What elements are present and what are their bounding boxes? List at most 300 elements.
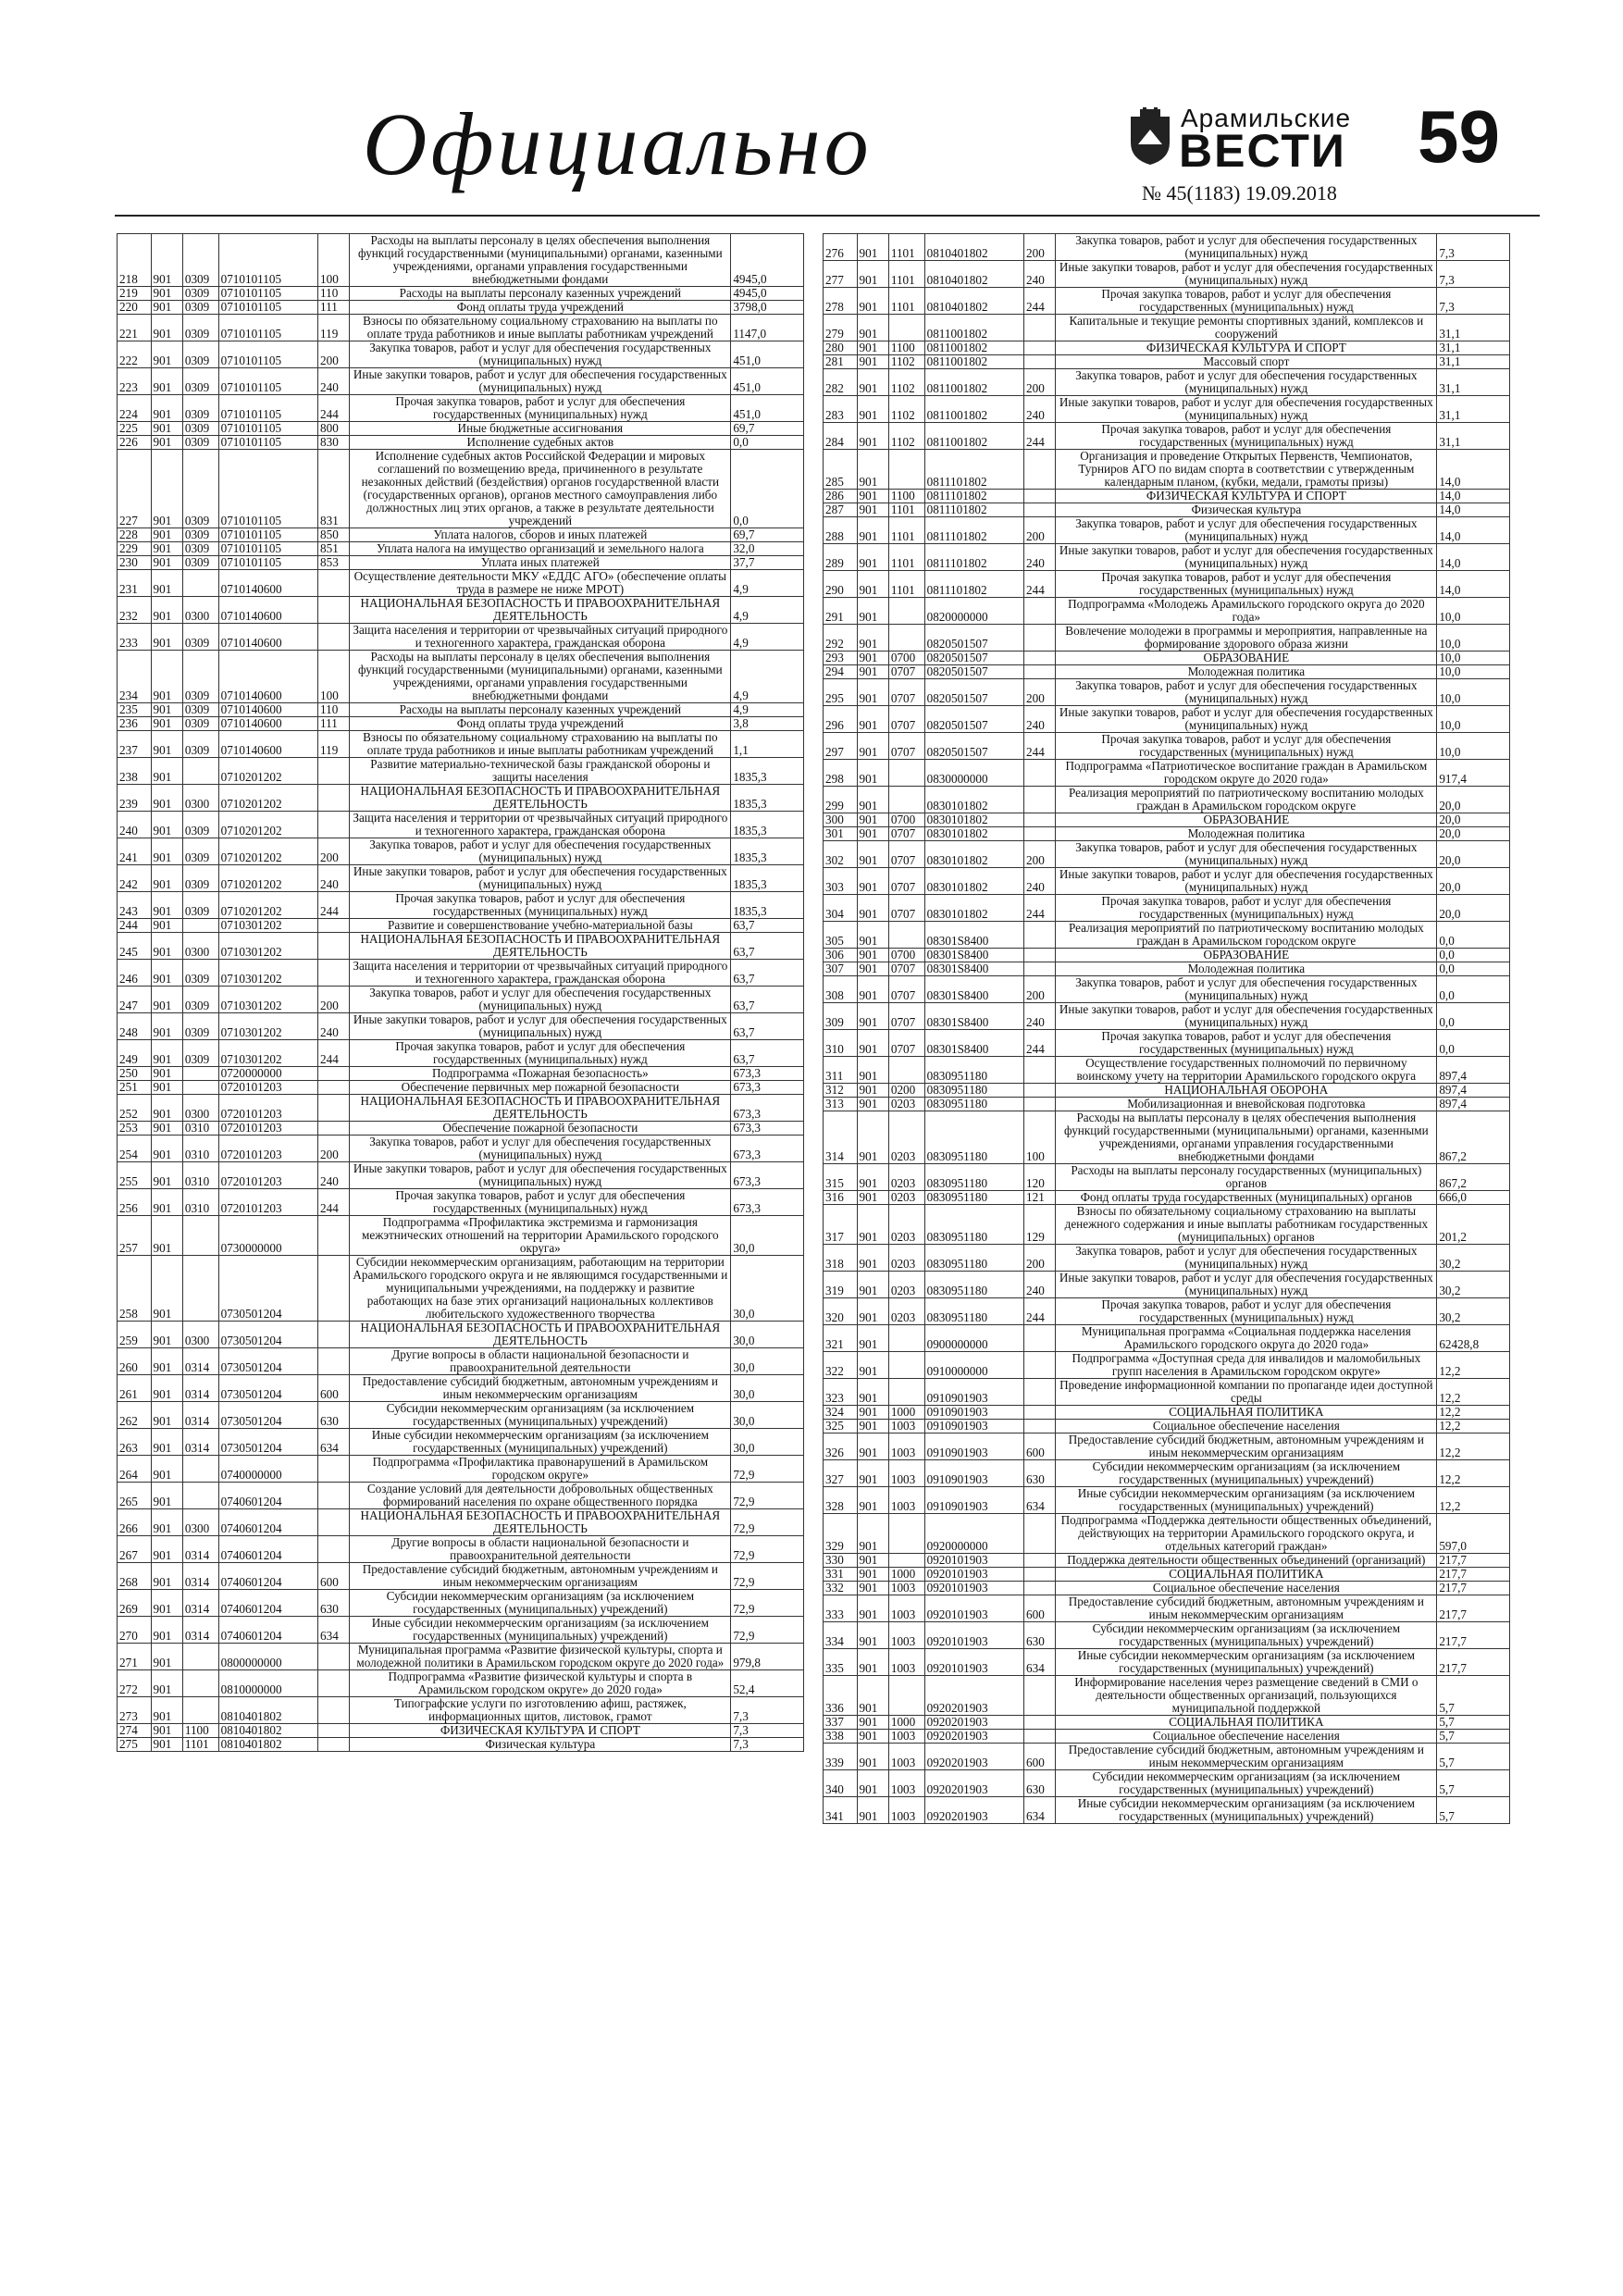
section-code-cell: 1003 xyxy=(888,1487,924,1514)
section-code-cell: 1102 xyxy=(888,355,924,369)
target-code-cell: 0710301202 xyxy=(218,1013,317,1040)
row-number-cell: 246 xyxy=(118,960,152,987)
expense-type-cell xyxy=(318,1081,350,1095)
expense-type-cell xyxy=(1024,1379,1056,1406)
row-number-cell: 233 xyxy=(118,624,152,651)
table-row xyxy=(824,517,1510,544)
description-cell: НАЦИОНАЛЬНАЯ БЕЗОПАСНОСТЬ И ПРАВООХРАНИТЕЛЬНАЯ ДЕЯТЕЛЬНОСТЬ xyxy=(350,597,731,624)
row-number-cell: 341 xyxy=(824,1797,858,1824)
amount-cell: 30,0 xyxy=(731,1216,804,1256)
admin-code-cell: 901 xyxy=(857,1245,888,1272)
section-code-cell: 0203 xyxy=(888,1111,924,1164)
table-row xyxy=(824,1554,1510,1568)
expense-type-cell xyxy=(1024,355,1056,369)
description-cell: Субсидии некоммерческим организациям (за исключением государственных (муниципальных) учреждений) xyxy=(350,1590,731,1617)
target-code-cell: 0710301202 xyxy=(218,933,317,960)
description-cell: Иные закупки товаров, работ и услуг для обеспечения государственных (муниципальных) нужд xyxy=(1056,1003,1437,1030)
expense-type-cell xyxy=(1024,450,1056,490)
admin-code-cell: 901 xyxy=(857,1744,888,1770)
target-code-cell: 0830951180 xyxy=(924,1098,1023,1111)
section-code-cell: 1100 xyxy=(888,490,924,503)
section-code-cell: 0203 xyxy=(888,1245,924,1272)
description-cell: Физическая культура xyxy=(1056,503,1437,517)
expense-type-cell: 600 xyxy=(1024,1744,1056,1770)
section-code-cell xyxy=(888,1514,924,1554)
target-code-cell: 0740601204 xyxy=(218,1509,317,1536)
table-row xyxy=(824,1770,1510,1797)
admin-code-cell: 901 xyxy=(151,1322,182,1348)
admin-code-cell: 901 xyxy=(857,1716,888,1730)
section-code-cell xyxy=(888,1379,924,1406)
section-code-cell: 0707 xyxy=(888,665,924,679)
table-row xyxy=(824,1622,1510,1649)
description-cell: Иные субсидии некоммерческим организациям (за исключением государственных (муниципальных) учреждений) xyxy=(350,1617,731,1644)
row-number-cell: 266 xyxy=(118,1509,152,1536)
table-row xyxy=(118,556,804,570)
target-code-cell: 0810000000 xyxy=(218,1670,317,1697)
table-row xyxy=(824,503,1510,517)
target-code-cell: 0830000000 xyxy=(924,760,1023,787)
table-row xyxy=(824,625,1510,652)
expense-type-cell: 200 xyxy=(1024,679,1056,706)
description-cell: Обеспечение первичных мер пожарной безопасности xyxy=(350,1081,731,1095)
section-code-cell xyxy=(182,1216,218,1256)
table-row xyxy=(118,597,804,624)
target-code-cell: 0710140600 xyxy=(218,570,317,597)
admin-code-cell: 901 xyxy=(151,865,182,892)
admin-code-cell: 901 xyxy=(151,436,182,450)
section-code-cell: 0300 xyxy=(182,1095,218,1122)
admin-code-cell: 901 xyxy=(857,922,888,949)
description-cell: Исполнение судебных актов xyxy=(350,436,731,450)
section-code-cell xyxy=(888,1325,924,1352)
description-cell: Прочая закупка товаров, работ и услуг для обеспечения государственных (муниципальных) нужд xyxy=(350,1189,731,1216)
description-cell: Муниципальная программа «Социальная поддержка населения Арамильского городского округа до 2020 года» xyxy=(1056,1325,1437,1352)
description-cell: Социальное обеспечение населения xyxy=(1056,1730,1437,1744)
target-code-cell: 0811101802 xyxy=(924,544,1023,571)
admin-code-cell: 901 xyxy=(151,1617,182,1644)
amount-cell: 63,7 xyxy=(731,919,804,933)
admin-code-cell: 901 xyxy=(857,1084,888,1098)
row-number-cell: 322 xyxy=(824,1352,858,1379)
section-code-cell: 1003 xyxy=(888,1797,924,1824)
target-code-cell: 0920101903 xyxy=(924,1554,1023,1568)
table-row xyxy=(118,717,804,731)
amount-cell: 72,9 xyxy=(731,1536,804,1563)
expense-type-cell: 200 xyxy=(1024,369,1056,396)
expense-type-cell: 244 xyxy=(1024,895,1056,922)
section-code-cell: 0203 xyxy=(888,1164,924,1191)
expense-type-cell: 200 xyxy=(318,1136,350,1162)
admin-code-cell: 901 xyxy=(151,315,182,341)
row-number-cell: 316 xyxy=(824,1191,858,1205)
section-code-cell: 0300 xyxy=(182,1509,218,1536)
description-cell: НАЦИОНАЛЬНАЯ БЕЗОПАСНОСТЬ И ПРАВООХРАНИТЕЛЬНАЯ ДЕЯТЕЛЬНОСТЬ xyxy=(350,1322,731,1348)
row-number-cell: 251 xyxy=(118,1081,152,1095)
target-code-cell: 08301S8400 xyxy=(924,1030,1023,1057)
section-code-cell xyxy=(182,1670,218,1697)
description-cell: ФИЗИЧЕСКАЯ КУЛЬТУРА И СПОРТ xyxy=(350,1724,731,1738)
admin-code-cell: 901 xyxy=(857,1433,888,1460)
description-cell: Прочая закупка товаров, работ и услуг для обеспечения государственных (муниципальных) нужд xyxy=(1056,571,1437,598)
description-cell: ФИЗИЧЕСКАЯ КУЛЬТУРА И СПОРТ xyxy=(1056,341,1437,355)
section-code-cell: 0700 xyxy=(888,813,924,827)
amount-cell: 31,1 xyxy=(1437,396,1510,423)
table-row xyxy=(118,287,804,301)
expense-type-cell: 200 xyxy=(1024,517,1056,544)
target-code-cell: 0811001802 xyxy=(924,423,1023,450)
row-number-cell: 258 xyxy=(118,1256,152,1322)
row-number-cell: 261 xyxy=(118,1375,152,1402)
table-row xyxy=(118,1122,804,1136)
admin-code-cell: 901 xyxy=(857,962,888,976)
admin-code-cell: 901 xyxy=(151,301,182,315)
target-code-cell: 0820501507 xyxy=(924,706,1023,733)
description-cell: Подпрограмма «Патриотическое воспитание граждан в Арамильском городском округе до 2020 года» xyxy=(1056,760,1437,787)
expense-type-cell: 630 xyxy=(318,1590,350,1617)
expense-type-cell: 240 xyxy=(1024,706,1056,733)
amount-cell: 31,1 xyxy=(1437,423,1510,450)
expense-type-cell: 110 xyxy=(318,287,350,301)
table-row xyxy=(118,1256,804,1322)
section-code-cell: 0314 xyxy=(182,1375,218,1402)
logo-line-2: ВЕСТИ xyxy=(1179,125,1346,177)
amount-cell: 52,4 xyxy=(731,1670,804,1697)
expense-type-cell xyxy=(1024,1084,1056,1098)
description-cell: Предоставление субсидий бюджетным, автономным учреждениям и иным некоммерческим организациям xyxy=(350,1375,731,1402)
section-code-cell: 1102 xyxy=(888,369,924,396)
amount-cell: 5,7 xyxy=(1437,1744,1510,1770)
target-code-cell: 0820000000 xyxy=(924,598,1023,625)
description-cell: Иные закупки товаров, работ и услуг для обеспечения государственных (муниципальных) нужд xyxy=(1056,706,1437,733)
amount-cell: 0,0 xyxy=(1437,922,1510,949)
table-row xyxy=(824,423,1510,450)
admin-code-cell: 901 xyxy=(151,1483,182,1509)
admin-code-cell: 901 xyxy=(151,838,182,865)
expense-type-cell xyxy=(318,1724,350,1738)
section-code-cell: 0314 xyxy=(182,1536,218,1563)
amount-cell: 72,9 xyxy=(731,1590,804,1617)
amount-cell: 63,7 xyxy=(731,1040,804,1067)
target-code-cell: 08301S8400 xyxy=(924,949,1023,962)
admin-code-cell: 901 xyxy=(857,1595,888,1622)
table-row xyxy=(824,787,1510,813)
admin-code-cell: 901 xyxy=(857,706,888,733)
description-cell: Уплата налогов, сборов и иных платежей xyxy=(350,528,731,542)
section-code-cell: 0300 xyxy=(182,597,218,624)
description-cell: Иные субсидии некоммерческим организациям (за исключением государственных (муниципальных) учреждений) xyxy=(1056,1487,1437,1514)
expense-type-cell: 600 xyxy=(1024,1433,1056,1460)
description-cell: ОБРАЗОВАНИЕ xyxy=(1056,813,1437,827)
expense-type-cell: 200 xyxy=(318,838,350,865)
amount-cell: 30,2 xyxy=(1437,1272,1510,1298)
section-code-cell: 0707 xyxy=(888,976,924,1003)
description-cell: ОБРАЗОВАНИЕ xyxy=(1056,652,1437,665)
row-number-cell: 302 xyxy=(824,841,858,868)
target-code-cell: 0830101802 xyxy=(924,813,1023,827)
target-code-cell: 0720101203 xyxy=(218,1136,317,1162)
admin-code-cell: 901 xyxy=(151,422,182,436)
amount-cell: 63,7 xyxy=(731,1013,804,1040)
expense-type-cell: 600 xyxy=(318,1375,350,1402)
section-code-cell: 1000 xyxy=(888,1716,924,1730)
expense-type-cell: 244 xyxy=(1024,1030,1056,1057)
admin-code-cell: 901 xyxy=(857,1325,888,1352)
expense-type-cell xyxy=(318,1067,350,1081)
target-code-cell: 0740601204 xyxy=(218,1563,317,1590)
expense-type-cell xyxy=(1024,827,1056,841)
row-number-cell: 286 xyxy=(824,490,858,503)
row-number-cell: 280 xyxy=(824,341,858,355)
admin-code-cell: 901 xyxy=(857,665,888,679)
expense-type-cell xyxy=(318,624,350,651)
admin-code-cell: 901 xyxy=(857,1676,888,1716)
admin-code-cell: 901 xyxy=(857,1352,888,1379)
amount-cell: 4945,0 xyxy=(731,234,804,287)
section-code-cell: 0707 xyxy=(888,962,924,976)
admin-code-cell: 901 xyxy=(151,450,182,528)
section-code-cell: 0310 xyxy=(182,1162,218,1189)
row-number-cell: 323 xyxy=(824,1379,858,1406)
table-row xyxy=(824,315,1510,341)
section-code-cell: 0309 xyxy=(182,287,218,301)
target-code-cell: 0910901903 xyxy=(924,1406,1023,1420)
target-code-cell: 0710201202 xyxy=(218,865,317,892)
admin-code-cell: 901 xyxy=(857,1649,888,1676)
section-code-cell: 1100 xyxy=(888,341,924,355)
admin-code-cell: 901 xyxy=(857,341,888,355)
expense-type-cell: 244 xyxy=(1024,733,1056,760)
amount-cell: 0,0 xyxy=(731,450,804,528)
expense-type-cell xyxy=(318,1256,350,1322)
expense-type-cell: 240 xyxy=(318,368,350,395)
table-row xyxy=(824,679,1510,706)
admin-code-cell: 901 xyxy=(857,517,888,544)
row-number-cell: 243 xyxy=(118,892,152,919)
description-cell: Информирование населения через размещение сведений в СМИ о деятельности общественных организаций, пользующихся муниципальной поддержкой xyxy=(1056,1676,1437,1716)
table-row xyxy=(118,315,804,341)
section-code-cell: 0300 xyxy=(182,785,218,812)
description-cell: Предоставление субсидий бюджетным, автономным учреждениям и иным некоммерческим организациям xyxy=(1056,1595,1437,1622)
section-code-cell: 0314 xyxy=(182,1429,218,1456)
row-number-cell: 308 xyxy=(824,976,858,1003)
section-code-cell xyxy=(182,919,218,933)
target-code-cell: 0720101203 xyxy=(218,1081,317,1095)
admin-code-cell: 901 xyxy=(151,556,182,570)
amount-cell: 10,0 xyxy=(1437,625,1510,652)
expense-type-cell xyxy=(1024,813,1056,827)
row-number-cell: 338 xyxy=(824,1730,858,1744)
amount-cell: 979,8 xyxy=(731,1644,804,1670)
target-code-cell: 0710101105 xyxy=(218,341,317,368)
description-cell: Расходы на выплаты персоналу в целях обеспечения выполнения функций государственными (муниципальными) органами, казенными учреждениями, органами управления государственными внебюджетными фондами xyxy=(350,234,731,287)
table-row xyxy=(824,1057,1510,1084)
expense-type-cell: 244 xyxy=(1024,571,1056,598)
admin-code-cell: 901 xyxy=(151,1590,182,1617)
amount-cell: 217,7 xyxy=(1437,1582,1510,1595)
description-cell: Массовый спорт xyxy=(1056,355,1437,369)
target-code-cell: 0730501204 xyxy=(218,1322,317,1348)
description-cell: Прочая закупка товаров, работ и услуг для обеспечения государственных (муниципальных) нужд xyxy=(1056,895,1437,922)
row-number-cell: 332 xyxy=(824,1582,858,1595)
amount-cell: 30,0 xyxy=(731,1375,804,1402)
section-code-cell: 0309 xyxy=(182,528,218,542)
table-row xyxy=(118,865,804,892)
table-row xyxy=(824,1487,1510,1514)
admin-code-cell: 901 xyxy=(857,1406,888,1420)
table-row xyxy=(118,1429,804,1456)
amount-cell: 31,1 xyxy=(1437,355,1510,369)
section-code-cell: 1101 xyxy=(888,234,924,261)
target-code-cell: 0811101802 xyxy=(924,517,1023,544)
description-cell: Иные закупки товаров, работ и услуг для обеспечения государственных (муниципальных) нужд xyxy=(1056,396,1437,423)
section-code-cell xyxy=(888,1554,924,1568)
target-code-cell: 0920101903 xyxy=(924,1649,1023,1676)
expense-type-cell: 244 xyxy=(318,395,350,422)
target-code-cell: 0811101802 xyxy=(924,490,1023,503)
section-code-cell: 0309 xyxy=(182,987,218,1013)
description-cell: Закупка товаров, работ и услуг для обеспечения государственных (муниципальных) нужд xyxy=(1056,841,1437,868)
section-code-cell: 1102 xyxy=(888,396,924,423)
table-row xyxy=(824,341,1510,355)
admin-code-cell: 901 xyxy=(857,1191,888,1205)
row-number-cell: 227 xyxy=(118,450,152,528)
admin-code-cell: 901 xyxy=(151,1216,182,1256)
admin-code-cell: 901 xyxy=(857,1568,888,1582)
description-cell: Типографские услуги по изготовлению афиш, растяжек, информационных щитов, листовок, грамот xyxy=(350,1697,731,1724)
amount-cell: 30,2 xyxy=(1437,1245,1510,1272)
target-code-cell: 0830951180 xyxy=(924,1205,1023,1245)
row-number-cell: 301 xyxy=(824,827,858,841)
section-code-cell xyxy=(888,1352,924,1379)
target-code-cell: 0920201903 xyxy=(924,1744,1023,1770)
expense-type-cell: 240 xyxy=(1024,868,1056,895)
table-row xyxy=(824,652,1510,665)
amount-cell: 673,3 xyxy=(731,1067,804,1081)
expense-type-cell xyxy=(318,1536,350,1563)
row-number-cell: 284 xyxy=(824,423,858,450)
table-row xyxy=(824,1191,1510,1205)
description-cell: Организация и проведение Открытых Первенств, Чемпионатов, Турниров АГО по видам спорта в соответствии с утвержденным календарным планом, (кубки, медали, грамоты призы) xyxy=(1056,450,1437,490)
amount-cell: 1147,0 xyxy=(731,315,804,341)
amount-cell: 10,0 xyxy=(1437,679,1510,706)
target-code-cell: 0710140600 xyxy=(218,597,317,624)
amount-cell: 673,3 xyxy=(731,1095,804,1122)
target-code-cell: 0910901903 xyxy=(924,1379,1023,1406)
admin-code-cell: 901 xyxy=(151,341,182,368)
row-number-cell: 321 xyxy=(824,1325,858,1352)
section-code-cell xyxy=(888,1676,924,1716)
table-row xyxy=(118,1617,804,1644)
expense-type-cell: 853 xyxy=(318,556,350,570)
description-cell: Подпрограмма «Пожарная безопасность» xyxy=(350,1067,731,1081)
table-row xyxy=(118,542,804,556)
row-number-cell: 279 xyxy=(824,315,858,341)
amount-cell: 30,0 xyxy=(731,1322,804,1348)
table-row xyxy=(118,528,804,542)
target-code-cell: 0810401802 xyxy=(924,288,1023,315)
target-code-cell: 08301S8400 xyxy=(924,922,1023,949)
section-code-cell: 1101 xyxy=(888,288,924,315)
section-code-cell xyxy=(888,760,924,787)
row-number-cell: 296 xyxy=(824,706,858,733)
admin-code-cell: 901 xyxy=(857,1030,888,1057)
section-code-cell: 1003 xyxy=(888,1622,924,1649)
amount-cell: 1835,3 xyxy=(731,892,804,919)
row-number-cell: 313 xyxy=(824,1098,858,1111)
row-number-cell: 269 xyxy=(118,1590,152,1617)
target-code-cell: 08301S8400 xyxy=(924,1003,1023,1030)
expense-type-cell: 831 xyxy=(318,450,350,528)
target-code-cell: 0710101105 xyxy=(218,234,317,287)
expense-type-cell: 244 xyxy=(318,892,350,919)
table-row xyxy=(824,1514,1510,1554)
section-code-cell: 0310 xyxy=(182,1189,218,1216)
table-row xyxy=(824,1003,1510,1030)
expense-type-cell xyxy=(318,1670,350,1697)
table-row xyxy=(824,571,1510,598)
expense-type-cell xyxy=(318,919,350,933)
admin-code-cell: 901 xyxy=(151,542,182,556)
admin-code-cell: 901 xyxy=(857,396,888,423)
description-cell: Капитальные и текущие ремонты спортивных зданий, комплексов и сооружений xyxy=(1056,315,1437,341)
admin-code-cell: 901 xyxy=(857,1797,888,1824)
admin-code-cell: 901 xyxy=(857,1298,888,1325)
admin-code-cell: 901 xyxy=(857,868,888,895)
row-number-cell: 247 xyxy=(118,987,152,1013)
section-code-cell: 0203 xyxy=(888,1098,924,1111)
target-code-cell: 0710101105 xyxy=(218,287,317,301)
amount-cell: 451,0 xyxy=(731,341,804,368)
target-code-cell: 0910901903 xyxy=(924,1420,1023,1433)
section-code-cell xyxy=(888,922,924,949)
row-number-cell: 306 xyxy=(824,949,858,962)
row-number-cell: 265 xyxy=(118,1483,152,1509)
section-code-cell: 0309 xyxy=(182,717,218,731)
amount-cell: 1835,3 xyxy=(731,785,804,812)
section-code-cell: 0203 xyxy=(888,1205,924,1245)
expense-type-cell: 244 xyxy=(318,1189,350,1216)
section-code-cell: 1003 xyxy=(888,1433,924,1460)
description-cell: Иные субсидии некоммерческим организациям (за исключением государственных (муниципальных) учреждений) xyxy=(1056,1649,1437,1676)
table-row xyxy=(824,1205,1510,1245)
target-code-cell: 0710140600 xyxy=(218,731,317,758)
amount-cell: 917,4 xyxy=(1437,760,1510,787)
amount-cell: 30,2 xyxy=(1437,1298,1510,1325)
admin-code-cell: 901 xyxy=(857,895,888,922)
description-cell: Подпрограмма «Профилактика правонарушений в Арамильском городском округе» xyxy=(350,1456,731,1483)
target-code-cell: 0920101903 xyxy=(924,1568,1023,1582)
section-code-cell: 1003 xyxy=(888,1460,924,1487)
section-code-cell: 0309 xyxy=(182,651,218,703)
target-code-cell: 0710101105 xyxy=(218,542,317,556)
expense-type-cell: 634 xyxy=(1024,1797,1056,1824)
admin-code-cell: 901 xyxy=(857,261,888,288)
section-code-cell: 0309 xyxy=(182,301,218,315)
row-number-cell: 307 xyxy=(824,962,858,976)
target-code-cell: 0800000000 xyxy=(218,1644,317,1670)
row-number-cell: 249 xyxy=(118,1040,152,1067)
description-cell: Взносы по обязательному социальному страхованию на выплаты денежного содержания и иные выплаты работникам государственных (муниципальных) органов xyxy=(1056,1205,1437,1245)
target-code-cell: 0710101105 xyxy=(218,422,317,436)
row-number-cell: 314 xyxy=(824,1111,858,1164)
description-cell: Прочая закупка товаров, работ и услуг для обеспечения государственных (муниципальных) нужд xyxy=(350,395,731,422)
admin-code-cell: 901 xyxy=(857,1487,888,1514)
table-row xyxy=(118,1536,804,1563)
section-code-cell: 0309 xyxy=(182,838,218,865)
table-row xyxy=(824,261,1510,288)
target-code-cell: 0710301202 xyxy=(218,1040,317,1067)
